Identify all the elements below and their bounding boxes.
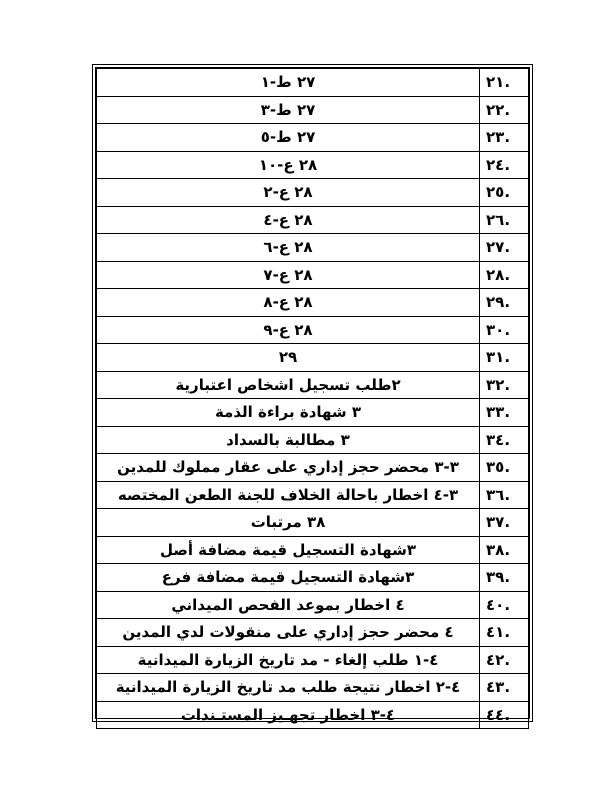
table-row xyxy=(97,701,529,729)
row-number: .٢١ xyxy=(480,69,529,97)
row-text: ٣شهادة التسجيل قيمة مضافة فرع xyxy=(97,564,480,592)
row-text: ٣-٣ محضر حجز إداري على عقار مملوك للمدين xyxy=(97,454,480,482)
table-row xyxy=(97,151,529,179)
row-number: .٣٨ xyxy=(480,536,529,564)
row-number: .٣٣ xyxy=(480,399,529,427)
row-text: ٢٧ ط-٣ xyxy=(97,96,480,124)
table-row xyxy=(97,454,529,482)
row-text: ٢٨ ع-١٠ xyxy=(97,151,480,179)
row-text: ٢٨ ع-٩ xyxy=(97,316,480,344)
table-row xyxy=(97,426,529,454)
row-number: .٤٢ xyxy=(480,646,529,674)
row-number: .٣١ xyxy=(480,344,529,372)
row-number: .٤٤ xyxy=(480,701,529,729)
row-number: .٣٤ xyxy=(480,426,529,454)
row-text: ٣شهادة التسجيل قيمة مضافة أصل xyxy=(97,536,480,564)
row-number: .٢٩ xyxy=(480,289,529,317)
table-row xyxy=(97,619,529,647)
row-text: ٢٧ ط-١ xyxy=(97,69,480,97)
row-number: .٢٦ xyxy=(480,206,529,234)
row-text: ٢٨ ع-٧ xyxy=(97,261,480,289)
row-text: ٣ مطالبة بالسداد xyxy=(97,426,480,454)
table-row xyxy=(97,399,529,427)
table-row xyxy=(97,481,529,509)
table-row xyxy=(97,316,529,344)
table-row xyxy=(97,509,529,537)
row-number: .٣٢ xyxy=(480,371,529,399)
document-table-frame xyxy=(92,64,533,722)
row-number: .٤١ xyxy=(480,619,529,647)
row-text: ٢طلب تسجيل اشخاص اعتبارية xyxy=(97,371,480,399)
row-number: .٣٥ xyxy=(480,454,529,482)
row-number: .٢٥ xyxy=(480,179,529,207)
row-text: ٢٨ ع-٨ xyxy=(97,289,480,317)
row-number: .٣٦ xyxy=(480,481,529,509)
row-text: ٢٨ ع-٢ xyxy=(97,179,480,207)
row-text: ٢٩ xyxy=(97,344,480,372)
row-number: .٢٧ xyxy=(480,234,529,262)
row-number: .٣٩ xyxy=(480,564,529,592)
row-number: .٣٧ xyxy=(480,509,529,537)
row-number: .٢٣ xyxy=(480,124,529,152)
table-row xyxy=(97,96,529,124)
table-row xyxy=(97,261,529,289)
forms-table xyxy=(96,68,529,729)
row-text: ٤-٣ اخطار تجهـيز المستـندات xyxy=(97,701,480,729)
table-row xyxy=(97,591,529,619)
row-text: ٤ اخطار بموعد الفحص الميداني xyxy=(97,591,480,619)
table-row xyxy=(97,371,529,399)
row-number: .٣٠ xyxy=(480,316,529,344)
row-text: ٤-١ طلب إلغاء - مد تاريخ الزيارة الميدانية xyxy=(97,646,480,674)
table-row xyxy=(97,564,529,592)
table-row xyxy=(97,646,529,674)
row-number: .٤٣ xyxy=(480,674,529,702)
row-text: ٢٧ ط-٥ xyxy=(97,124,480,152)
table-body xyxy=(97,69,529,729)
table-row xyxy=(97,344,529,372)
row-number: .٢٢ xyxy=(480,96,529,124)
table-row xyxy=(97,234,529,262)
table-inner-border xyxy=(95,67,530,724)
row-text: ٢٨ ع-٦ xyxy=(97,234,480,262)
table-row xyxy=(97,69,529,97)
table-row xyxy=(97,206,529,234)
table-row xyxy=(97,289,529,317)
row-number: .٢٨ xyxy=(480,261,529,289)
table-row xyxy=(97,179,529,207)
row-text: ٤ محضر حجز إداري على منقولات لدي المدين xyxy=(97,619,480,647)
row-text: ٣٨ مرتبات xyxy=(97,509,480,537)
table-row xyxy=(97,124,529,152)
table-row xyxy=(97,536,529,564)
row-number: .٢٤ xyxy=(480,151,529,179)
row-text: ٢٨ ع-٤ xyxy=(97,206,480,234)
row-number: .٤٠ xyxy=(480,591,529,619)
table-row xyxy=(97,674,529,702)
row-text: ٣-٤ اخطار باحالة الخلاف للجنة الطعن المختصه xyxy=(97,481,480,509)
row-text: ٤-٢ اخطار نتيجة طلب مد تاريخ الزيارة الميدانية xyxy=(97,674,480,702)
row-text: ٣ شهادة براءة الذمة xyxy=(97,399,480,427)
